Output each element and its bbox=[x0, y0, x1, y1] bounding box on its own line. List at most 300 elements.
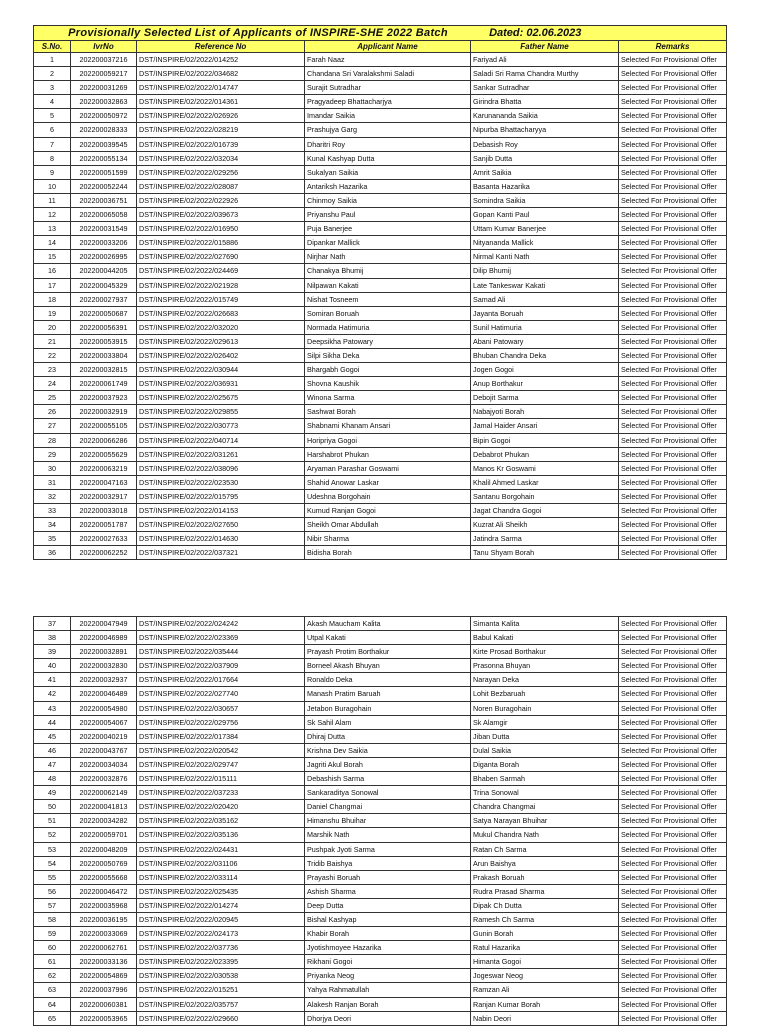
cell-remarks: Selected For Provisional Offer bbox=[619, 320, 727, 334]
cell-ivrno: 202200040219 bbox=[71, 729, 137, 743]
cell-reference-no: DST/INSPIRE/02/2022/035757 bbox=[137, 997, 305, 1011]
cell-ivrno: 202200051599 bbox=[71, 165, 137, 179]
column-header-ivrno: IvrNo bbox=[71, 41, 137, 53]
cell-ivrno: 202200032891 bbox=[71, 645, 137, 659]
cell-sno: 6 bbox=[34, 123, 71, 137]
cell-ivrno: 202200028333 bbox=[71, 123, 137, 137]
cell-remarks: Selected For Provisional Offer bbox=[619, 250, 727, 264]
cell-reference-no: DST/INSPIRE/02/2022/015111 bbox=[137, 772, 305, 786]
cell-reference-no: DST/INSPIRE/02/2022/032020 bbox=[137, 320, 305, 334]
cell-applicant-name: Nishat Tosneem bbox=[305, 292, 471, 306]
cell-remarks: Selected For Provisional Offer bbox=[619, 898, 727, 912]
cell-applicant-name: Shabnami Khanam Ansari bbox=[305, 419, 471, 433]
cell-remarks: Selected For Provisional Offer bbox=[619, 955, 727, 969]
cell-sno: 2 bbox=[34, 67, 71, 81]
table-row bbox=[34, 617, 727, 631]
cell-father-name: Nirmal Kanti Nath bbox=[471, 250, 619, 264]
cell-applicant-name: Akash Maucham Kalita bbox=[305, 617, 471, 631]
table-row bbox=[34, 391, 727, 405]
column-header-applicant-name: Applicant Name bbox=[305, 41, 471, 53]
table-row bbox=[34, 208, 727, 222]
cell-applicant-name: Priyanka Neog bbox=[305, 969, 471, 983]
cell-reference-no: DST/INSPIRE/02/2022/015886 bbox=[137, 236, 305, 250]
cell-remarks: Selected For Provisional Offer bbox=[619, 292, 727, 306]
cell-reference-no: DST/INSPIRE/02/2022/014630 bbox=[137, 532, 305, 546]
cell-reference-no: DST/INSPIRE/02/2022/026402 bbox=[137, 348, 305, 362]
cell-applicant-name: Surajit Sutradhar bbox=[305, 81, 471, 95]
cell-reference-no: DST/INSPIRE/02/2022/020420 bbox=[137, 800, 305, 814]
table-row bbox=[34, 179, 727, 193]
cell-ivrno: 202200036195 bbox=[71, 912, 137, 926]
table-row bbox=[34, 81, 727, 95]
cell-remarks: Selected For Provisional Offer bbox=[619, 165, 727, 179]
cell-father-name: Nabajyoti Borah bbox=[471, 405, 619, 419]
cell-reference-no: DST/INSPIRE/02/2022/025435 bbox=[137, 884, 305, 898]
cell-applicant-name: Nibir Sharma bbox=[305, 532, 471, 546]
cell-reference-no: DST/INSPIRE/02/2022/024173 bbox=[137, 927, 305, 941]
cell-applicant-name: Nilpawan Kakati bbox=[305, 278, 471, 292]
cell-father-name: Khalil Ahmed Laskar bbox=[471, 475, 619, 489]
cell-sno: 24 bbox=[34, 377, 71, 391]
cell-sno: 57 bbox=[34, 898, 71, 912]
cell-father-name: Dipak Ch Dutta bbox=[471, 898, 619, 912]
cell-sno: 30 bbox=[34, 461, 71, 475]
cell-remarks: Selected For Provisional Offer bbox=[619, 659, 727, 673]
cell-applicant-name: Normada Hatimuria bbox=[305, 320, 471, 334]
column-header-father-name: Father Name bbox=[471, 41, 619, 53]
cell-reference-no: DST/INSPIRE/02/2022/029756 bbox=[137, 715, 305, 729]
cell-remarks: Selected For Provisional Offer bbox=[619, 475, 727, 489]
cell-remarks: Selected For Provisional Offer bbox=[619, 786, 727, 800]
cell-sno: 43 bbox=[34, 701, 71, 715]
cell-ivrno: 202200045329 bbox=[71, 278, 137, 292]
cell-father-name: Girindra Bhatta bbox=[471, 95, 619, 109]
cell-sno: 64 bbox=[34, 997, 71, 1011]
table-row bbox=[34, 306, 727, 320]
table-row bbox=[34, 95, 727, 109]
cell-father-name: Tanu Shyam Borah bbox=[471, 546, 619, 560]
cell-applicant-name: Daniel Changmai bbox=[305, 800, 471, 814]
cell-reference-no: DST/INSPIRE/02/2022/026683 bbox=[137, 306, 305, 320]
cell-sno: 28 bbox=[34, 433, 71, 447]
cell-father-name: Satya Narayan Bhuihar bbox=[471, 814, 619, 828]
cell-sno: 18 bbox=[34, 292, 71, 306]
cell-applicant-name: Prashujya Garg bbox=[305, 123, 471, 137]
table-row bbox=[34, 405, 727, 419]
table-row bbox=[34, 334, 727, 348]
cell-father-name: Gunin Borah bbox=[471, 927, 619, 941]
cell-applicant-name: Pushpak Jyoti Sarma bbox=[305, 842, 471, 856]
cell-sno: 63 bbox=[34, 983, 71, 997]
cell-remarks: Selected For Provisional Offer bbox=[619, 743, 727, 757]
cell-applicant-name: Dharitri Roy bbox=[305, 137, 471, 151]
cell-remarks: Selected For Provisional Offer bbox=[619, 842, 727, 856]
cell-remarks: Selected For Provisional Offer bbox=[619, 997, 727, 1011]
cell-remarks: Selected For Provisional Offer bbox=[619, 518, 727, 532]
table-row bbox=[34, 264, 727, 278]
cell-remarks: Selected For Provisional Offer bbox=[619, 179, 727, 193]
cell-father-name: Nityananda Mallick bbox=[471, 236, 619, 250]
cell-sno: 60 bbox=[34, 941, 71, 955]
cell-reference-no: DST/INSPIRE/02/2022/014361 bbox=[137, 95, 305, 109]
cell-reference-no: DST/INSPIRE/02/2022/029613 bbox=[137, 334, 305, 348]
cell-remarks: Selected For Provisional Offer bbox=[619, 278, 727, 292]
cell-reference-no: DST/INSPIRE/02/2022/040714 bbox=[137, 433, 305, 447]
cell-sno: 58 bbox=[34, 912, 71, 926]
cell-sno: 29 bbox=[34, 447, 71, 461]
cell-reference-no: DST/INSPIRE/02/2022/030538 bbox=[137, 969, 305, 983]
cell-remarks: Selected For Provisional Offer bbox=[619, 772, 727, 786]
table-row bbox=[34, 772, 727, 786]
cell-father-name: Jogen Gogoi bbox=[471, 363, 619, 377]
cell-ivrno: 202200039545 bbox=[71, 137, 137, 151]
cell-sno: 14 bbox=[34, 236, 71, 250]
cell-remarks: Selected For Provisional Offer bbox=[619, 208, 727, 222]
cell-applicant-name: Sheikh Omar Abdullah bbox=[305, 518, 471, 532]
cell-sno: 7 bbox=[34, 137, 71, 151]
cell-sno: 34 bbox=[34, 518, 71, 532]
cell-applicant-name: Sukalyan Saikia bbox=[305, 165, 471, 179]
cell-ivrno: 202200048209 bbox=[71, 842, 137, 856]
cell-remarks: Selected For Provisional Offer bbox=[619, 447, 727, 461]
table-row bbox=[34, 433, 727, 447]
cell-remarks: Selected For Provisional Offer bbox=[619, 264, 727, 278]
table-row bbox=[34, 320, 727, 334]
cell-ivrno: 202200056391 bbox=[71, 320, 137, 334]
cell-father-name: Diganta Borah bbox=[471, 757, 619, 771]
cell-remarks: Selected For Provisional Offer bbox=[619, 729, 727, 743]
table-row bbox=[34, 673, 727, 687]
cell-ivrno: 202200033069 bbox=[71, 927, 137, 941]
cell-reference-no: DST/INSPIRE/02/2022/024469 bbox=[137, 264, 305, 278]
cell-sno: 16 bbox=[34, 264, 71, 278]
cell-father-name: Nabin Deori bbox=[471, 1011, 619, 1025]
table-row bbox=[34, 193, 727, 207]
table-row bbox=[34, 518, 727, 532]
cell-applicant-name: Manash Pratim Baruah bbox=[305, 687, 471, 701]
cell-reference-no: DST/INSPIRE/02/2022/014153 bbox=[137, 504, 305, 518]
cell-sno: 54 bbox=[34, 856, 71, 870]
cell-father-name: Anup Borthakur bbox=[471, 377, 619, 391]
cell-father-name: Himanta Gogoi bbox=[471, 955, 619, 969]
cell-applicant-name: Tridib Baishya bbox=[305, 856, 471, 870]
table-row bbox=[34, 363, 727, 377]
cell-sno: 52 bbox=[34, 828, 71, 842]
cell-sno: 36 bbox=[34, 546, 71, 560]
cell-ivrno: 202200032815 bbox=[71, 363, 137, 377]
cell-applicant-name: Prayash Protim Borthakur bbox=[305, 645, 471, 659]
cell-applicant-name: Borneel Akash Bhuyan bbox=[305, 659, 471, 673]
cell-ivrno: 202200060381 bbox=[71, 997, 137, 1011]
title-cell bbox=[34, 26, 727, 41]
table-row bbox=[34, 377, 727, 391]
cell-sno: 61 bbox=[34, 955, 71, 969]
cell-ivrno: 202200046989 bbox=[71, 631, 137, 645]
cell-applicant-name: Ashish Sharma bbox=[305, 884, 471, 898]
cell-applicant-name: Farah Naaz bbox=[305, 53, 471, 67]
cell-sno: 56 bbox=[34, 884, 71, 898]
cell-ivrno: 202200052244 bbox=[71, 179, 137, 193]
cell-remarks: Selected For Provisional Offer bbox=[619, 377, 727, 391]
cell-applicant-name: Dhiraj Dutta bbox=[305, 729, 471, 743]
cell-reference-no: DST/INSPIRE/02/2022/029256 bbox=[137, 165, 305, 179]
column-header-sno: S.No. bbox=[34, 41, 71, 53]
table-row bbox=[34, 250, 727, 264]
cell-applicant-name: Dhorjya Deori bbox=[305, 1011, 471, 1025]
cell-ivrno: 202200062252 bbox=[71, 546, 137, 560]
cell-reference-no: DST/INSPIRE/02/2022/015749 bbox=[137, 292, 305, 306]
cell-remarks: Selected For Provisional Offer bbox=[619, 912, 727, 926]
table-row bbox=[34, 786, 727, 800]
cell-reference-no: DST/INSPIRE/02/2022/023395 bbox=[137, 955, 305, 969]
cell-father-name: Bhaben Sarmah bbox=[471, 772, 619, 786]
cell-remarks: Selected For Provisional Offer bbox=[619, 504, 727, 518]
cell-father-name: Abani Patowary bbox=[471, 334, 619, 348]
cell-reference-no: DST/INSPIRE/02/2022/024431 bbox=[137, 842, 305, 856]
cell-father-name: Samad Ali bbox=[471, 292, 619, 306]
cell-applicant-name: Utpal Kakati bbox=[305, 631, 471, 645]
cell-father-name: Lohit Bezbaruah bbox=[471, 687, 619, 701]
table-row bbox=[34, 151, 727, 165]
cell-remarks: Selected For Provisional Offer bbox=[619, 546, 727, 560]
cell-reference-no: DST/INSPIRE/02/2022/037233 bbox=[137, 786, 305, 800]
cell-sno: 44 bbox=[34, 715, 71, 729]
table-row bbox=[34, 447, 727, 461]
table-row bbox=[34, 123, 727, 137]
cell-reference-no: DST/INSPIRE/02/2022/036931 bbox=[137, 377, 305, 391]
cell-sno: 25 bbox=[34, 391, 71, 405]
cell-applicant-name: Somiran Boruah bbox=[305, 306, 471, 320]
cell-reference-no: DST/INSPIRE/02/2022/022926 bbox=[137, 193, 305, 207]
cell-remarks: Selected For Provisional Offer bbox=[619, 1011, 727, 1025]
cell-father-name: Simanta Kalita bbox=[471, 617, 619, 631]
cell-ivrno: 202200036751 bbox=[71, 193, 137, 207]
cell-remarks: Selected For Provisional Offer bbox=[619, 151, 727, 165]
cell-reference-no: DST/INSPIRE/02/2022/034682 bbox=[137, 67, 305, 81]
cell-ivrno: 202200053965 bbox=[71, 1011, 137, 1025]
cell-applicant-name: Imandar Saikia bbox=[305, 109, 471, 123]
cell-applicant-name: Shovna Kaushik bbox=[305, 377, 471, 391]
cell-applicant-name: Winona Sarma bbox=[305, 391, 471, 405]
cell-father-name: Mukul Chandra Nath bbox=[471, 828, 619, 842]
cell-applicant-name: Debashish Sarma bbox=[305, 772, 471, 786]
table-row bbox=[34, 109, 727, 123]
cell-reference-no: DST/INSPIRE/02/2022/027690 bbox=[137, 250, 305, 264]
cell-reference-no: DST/INSPIRE/02/2022/030944 bbox=[137, 363, 305, 377]
cell-remarks: Selected For Provisional Offer bbox=[619, 53, 727, 67]
cell-sno: 62 bbox=[34, 969, 71, 983]
cell-father-name: Sunil Hatimuria bbox=[471, 320, 619, 334]
cell-ivrno: 202200062149 bbox=[71, 786, 137, 800]
cell-sno: 39 bbox=[34, 645, 71, 659]
cell-ivrno: 202200037923 bbox=[71, 391, 137, 405]
table-row bbox=[34, 645, 727, 659]
cell-applicant-name: Jagriti Akul Borah bbox=[305, 757, 471, 771]
cell-father-name: Jatindra Sarma bbox=[471, 532, 619, 546]
cell-sno: 10 bbox=[34, 179, 71, 193]
cell-ivrno: 202200051787 bbox=[71, 518, 137, 532]
cell-reference-no: DST/INSPIRE/02/2022/024242 bbox=[137, 617, 305, 631]
cell-father-name: Somindra Saikia bbox=[471, 193, 619, 207]
cell-remarks: Selected For Provisional Offer bbox=[619, 489, 727, 503]
cell-remarks: Selected For Provisional Offer bbox=[619, 348, 727, 362]
cell-father-name: Prakash Boruah bbox=[471, 870, 619, 884]
cell-applicant-name: Prayashi Boruah bbox=[305, 870, 471, 884]
cell-remarks: Selected For Provisional Offer bbox=[619, 617, 727, 631]
cell-father-name: Jiban Dutta bbox=[471, 729, 619, 743]
cell-ivrno: 202200037996 bbox=[71, 983, 137, 997]
cell-applicant-name: Harshabrot Phukan bbox=[305, 447, 471, 461]
cell-applicant-name: Kumud Ranjan Gogoi bbox=[305, 504, 471, 518]
cell-sno: 49 bbox=[34, 786, 71, 800]
cell-father-name: Trina Sonowal bbox=[471, 786, 619, 800]
table-row bbox=[34, 856, 727, 870]
table-row bbox=[34, 687, 727, 701]
table-body-page-1 bbox=[34, 53, 727, 560]
cell-reference-no: DST/INSPIRE/02/2022/037909 bbox=[137, 659, 305, 673]
cell-sno: 45 bbox=[34, 729, 71, 743]
table-row bbox=[34, 348, 727, 362]
cell-reference-no: DST/INSPIRE/02/2022/037321 bbox=[137, 546, 305, 560]
cell-father-name: Kirte Prosad Borthakur bbox=[471, 645, 619, 659]
cell-remarks: Selected For Provisional Offer bbox=[619, 631, 727, 645]
cell-father-name: Ranjan Kumar Borah bbox=[471, 997, 619, 1011]
table-row bbox=[34, 489, 727, 503]
cell-ivrno: 202200027937 bbox=[71, 292, 137, 306]
cell-father-name: Babul Kakati bbox=[471, 631, 619, 645]
cell-remarks: Selected For Provisional Offer bbox=[619, 856, 727, 870]
cell-applicant-name: Chinmoy Saikia bbox=[305, 193, 471, 207]
cell-applicant-name: Shahid Anowar Laskar bbox=[305, 475, 471, 489]
cell-father-name: Nipurba Bhattacharyya bbox=[471, 123, 619, 137]
cell-ivrno: 202200032876 bbox=[71, 772, 137, 786]
cell-ivrno: 202200031549 bbox=[71, 222, 137, 236]
cell-ivrno: 202200032863 bbox=[71, 95, 137, 109]
cell-father-name: Basanta Hazarika bbox=[471, 179, 619, 193]
cell-reference-no: DST/INSPIRE/02/2022/028087 bbox=[137, 179, 305, 193]
cell-ivrno: 202200035968 bbox=[71, 898, 137, 912]
cell-reference-no: DST/INSPIRE/02/2022/031106 bbox=[137, 856, 305, 870]
cell-ivrno: 202200054980 bbox=[71, 701, 137, 715]
cell-reference-no: DST/INSPIRE/02/2022/017664 bbox=[137, 673, 305, 687]
cell-ivrno: 202200050687 bbox=[71, 306, 137, 320]
column-header-remarks: Remarks bbox=[619, 41, 727, 53]
cell-reference-no: DST/INSPIRE/02/2022/030773 bbox=[137, 419, 305, 433]
cell-father-name: Manos Kr Goswami bbox=[471, 461, 619, 475]
cell-father-name: Fariyad Ali bbox=[471, 53, 619, 67]
cell-applicant-name: Yahya Rahmatullah bbox=[305, 983, 471, 997]
cell-sno: 21 bbox=[34, 334, 71, 348]
cell-applicant-name: Chandana Sri Varalakshmi Saladi bbox=[305, 67, 471, 81]
cell-reference-no: DST/INSPIRE/02/2022/020542 bbox=[137, 743, 305, 757]
cell-ivrno: 202200032937 bbox=[71, 673, 137, 687]
cell-remarks: Selected For Provisional Offer bbox=[619, 81, 727, 95]
cell-remarks: Selected For Provisional Offer bbox=[619, 405, 727, 419]
cell-reference-no: DST/INSPIRE/02/2022/021928 bbox=[137, 278, 305, 292]
cell-reference-no: DST/INSPIRE/02/2022/016950 bbox=[137, 222, 305, 236]
cell-reference-no: DST/INSPIRE/02/2022/033114 bbox=[137, 870, 305, 884]
cell-father-name: Ratan Ch Sarma bbox=[471, 842, 619, 856]
cell-applicant-name: Rikhani Gogoi bbox=[305, 955, 471, 969]
cell-reference-no: DST/INSPIRE/02/2022/035136 bbox=[137, 828, 305, 842]
table-row bbox=[34, 546, 727, 560]
cell-applicant-name: Himanshu Bhuihar bbox=[305, 814, 471, 828]
cell-father-name: Debojit Sarma bbox=[471, 391, 619, 405]
cell-father-name: Debabrot Phukan bbox=[471, 447, 619, 461]
title-row bbox=[34, 26, 727, 41]
cell-sno: 42 bbox=[34, 687, 71, 701]
table-row bbox=[34, 757, 727, 771]
table-row bbox=[34, 814, 727, 828]
table-row bbox=[34, 941, 727, 955]
table-row bbox=[34, 165, 727, 179]
cell-remarks: Selected For Provisional Offer bbox=[619, 701, 727, 715]
cell-father-name: Jogeswar Neog bbox=[471, 969, 619, 983]
cell-reference-no: DST/INSPIRE/02/2022/029660 bbox=[137, 1011, 305, 1025]
cell-ivrno: 202200053915 bbox=[71, 334, 137, 348]
cell-remarks: Selected For Provisional Offer bbox=[619, 715, 727, 729]
cell-sno: 26 bbox=[34, 405, 71, 419]
cell-remarks: Selected For Provisional Offer bbox=[619, 927, 727, 941]
cell-ivrno: 202200054869 bbox=[71, 969, 137, 983]
table-row bbox=[34, 53, 727, 67]
cell-father-name: Prasonna Bhuyan bbox=[471, 659, 619, 673]
cell-applicant-name: Aryaman Parashar Goswami bbox=[305, 461, 471, 475]
cell-remarks: Selected For Provisional Offer bbox=[619, 870, 727, 884]
cell-sno: 37 bbox=[34, 617, 71, 631]
cell-remarks: Selected For Provisional Offer bbox=[619, 941, 727, 955]
cell-sno: 17 bbox=[34, 278, 71, 292]
cell-remarks: Selected For Provisional Offer bbox=[619, 123, 727, 137]
cell-reference-no: DST/INSPIRE/02/2022/029855 bbox=[137, 405, 305, 419]
cell-remarks: Selected For Provisional Offer bbox=[619, 757, 727, 771]
cell-ivrno: 202200026995 bbox=[71, 250, 137, 264]
cell-sno: 22 bbox=[34, 348, 71, 362]
table-row bbox=[34, 461, 727, 475]
table-row bbox=[34, 475, 727, 489]
cell-applicant-name: Udeshna Borgohain bbox=[305, 489, 471, 503]
cell-remarks: Selected For Provisional Offer bbox=[619, 645, 727, 659]
cell-applicant-name: Jetabon Buragohain bbox=[305, 701, 471, 715]
cell-sno: 50 bbox=[34, 800, 71, 814]
cell-father-name: Jagat Chandra Gogoi bbox=[471, 504, 619, 518]
table-row bbox=[34, 715, 727, 729]
cell-father-name: Sk Alamgir bbox=[471, 715, 619, 729]
cell-applicant-name: Chanakya Bhumij bbox=[305, 264, 471, 278]
cell-father-name: Dulal Saikia bbox=[471, 743, 619, 757]
cell-father-name: Saladi Sri Rama Chandra Murthy bbox=[471, 67, 619, 81]
cell-sno: 33 bbox=[34, 504, 71, 518]
cell-ivrno: 202200033804 bbox=[71, 348, 137, 362]
cell-applicant-name: Pragyadeep Bhattacharjya bbox=[305, 95, 471, 109]
cell-reference-no: DST/INSPIRE/02/2022/028219 bbox=[137, 123, 305, 137]
cell-ivrno: 202200065058 bbox=[71, 208, 137, 222]
cell-ivrno: 202200050769 bbox=[71, 856, 137, 870]
cell-sno: 48 bbox=[34, 772, 71, 786]
cell-applicant-name: Bhargabh Gogoi bbox=[305, 363, 471, 377]
cell-ivrno: 202200066286 bbox=[71, 433, 137, 447]
cell-reference-no: DST/INSPIRE/02/2022/039673 bbox=[137, 208, 305, 222]
cell-ivrno: 202200034282 bbox=[71, 814, 137, 828]
cell-father-name: Jamal Haider Ansari bbox=[471, 419, 619, 433]
table-row bbox=[34, 419, 727, 433]
cell-applicant-name: Alakesh Ranjan Borah bbox=[305, 997, 471, 1011]
cell-applicant-name: Deepsikha Patowary bbox=[305, 334, 471, 348]
cell-ivrno: 202200047163 bbox=[71, 475, 137, 489]
table-row bbox=[34, 659, 727, 673]
cell-ivrno: 202200032917 bbox=[71, 489, 137, 503]
cell-applicant-name: Khabir Borah bbox=[305, 927, 471, 941]
